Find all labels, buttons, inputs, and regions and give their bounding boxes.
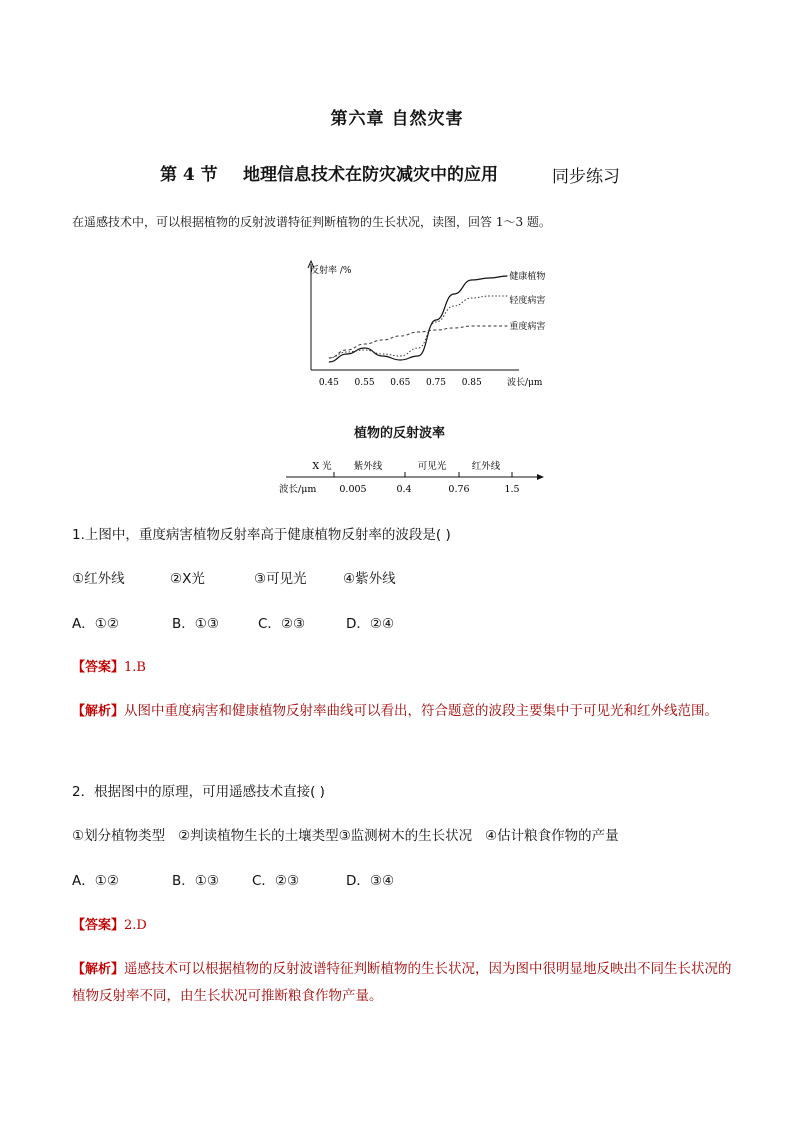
x-tick-label: 0.55 — [354, 378, 375, 388]
spectrum-value-label: 0.4 — [396, 484, 412, 495]
q1-item-1: ①红外线 — [72, 571, 125, 587]
q2-answer — [72, 914, 147, 933]
reflectance-chart — [290, 258, 546, 393]
answer-value: 1.B — [124, 660, 146, 675]
q1-choice-b: B．①③ — [172, 616, 219, 632]
q1-choice-c: C．②③ — [258, 616, 306, 632]
answer-tag: 【答案】 — [72, 660, 125, 675]
q2-choice-a: A．①② — [72, 873, 119, 889]
q1-item-3: ③可见光 — [254, 571, 307, 587]
spectrum-value-label: 0.005 — [339, 484, 367, 495]
answer-tag: 【答案】 — [72, 918, 125, 933]
q2-choice-d: D．③④ — [346, 873, 395, 889]
explanation-tag: 【解析】 — [72, 962, 125, 977]
q1-answer — [72, 656, 146, 675]
x-tick-label: 0.45 — [318, 378, 339, 388]
q2-items: ①划分植物类型 ②判读植物生长的土壤类型③监测树木的生长状况 ④估计粮食作物的产量 — [72, 828, 619, 844]
spectrum-band-label: 紫外线 — [353, 461, 383, 472]
explanation-tag: 【解析】 — [72, 704, 125, 719]
chart-title: 植物的反射波率 — [354, 426, 446, 441]
question-2-stem: 2．根据图中的原理，可用遥感技术直接( ) — [72, 784, 325, 800]
spectrum-band-label: 可见光 — [417, 461, 447, 472]
x-tick-label: 0.85 — [461, 378, 482, 388]
chapter-title: 第六章 自然灾害 — [330, 109, 464, 129]
section-subtitle: 同步练习 — [552, 167, 620, 187]
q1-item-2: ②X光 — [170, 571, 205, 587]
explanation-text: 从图中重度病害和健康植物反射率曲线可以看出，符合题意的波段主要集中于可见光和红外线范围。 — [124, 703, 719, 719]
x-tick-label: 0.65 — [390, 378, 411, 388]
q2-choice-c: C．②③ — [252, 873, 300, 889]
series-line — [329, 326, 508, 358]
q1-item-4: ④紫外线 — [343, 571, 396, 587]
y-axis-label: 反射率 /% — [310, 266, 352, 276]
spectrum-axis — [276, 453, 556, 503]
q1-explanation — [72, 698, 732, 725]
x-tick-label: 0.75 — [425, 378, 447, 388]
section-title: 地理信息技术在防灾减灾中的应用 — [243, 165, 498, 185]
section-number: 第 4 节 — [160, 165, 218, 185]
answer-value: 2.D — [124, 918, 147, 933]
series-line — [329, 276, 508, 362]
series-line — [329, 296, 508, 358]
q2-choice-b: B．①③ — [172, 873, 219, 889]
spectrum-value-label: 0.76 — [448, 484, 470, 495]
explanation-text: 遥感技术可以根据植物的反射波谱特征判断植物的生长状况，因为图中很明显地反映出不同生长状况的植物反射率不同，由生长状况可推断粮食作物产量。 — [72, 961, 732, 1004]
spectrum-band-label: 红外线 — [471, 461, 501, 472]
series-label: 健康植物 — [509, 272, 546, 282]
spectrum-arrow — [537, 474, 544, 480]
spectrum-band-label: X 光 — [312, 461, 332, 472]
q1-choice-d: D．②④ — [346, 616, 395, 632]
series-label: 轻度病害 — [509, 296, 546, 306]
question-1-stem: 1.上图中，重度病害植物反射率高于健康植物反射率的波段是( ) — [72, 527, 451, 543]
q1-choice-a: A．①② — [72, 616, 119, 632]
spectrum-value-label: 1.5 — [504, 484, 520, 495]
intro-text: 在遥感技术中，可以根据植物的反射波谱特征判断植物的生长状况，读图，回答 1～3 题。 — [72, 215, 551, 229]
series-label: 重度病害 — [509, 322, 546, 332]
q2-explanation — [72, 956, 732, 1009]
x-axis-label: 波长/μm — [507, 378, 543, 388]
spectrum-axis-label: 波长/μm — [279, 484, 317, 495]
